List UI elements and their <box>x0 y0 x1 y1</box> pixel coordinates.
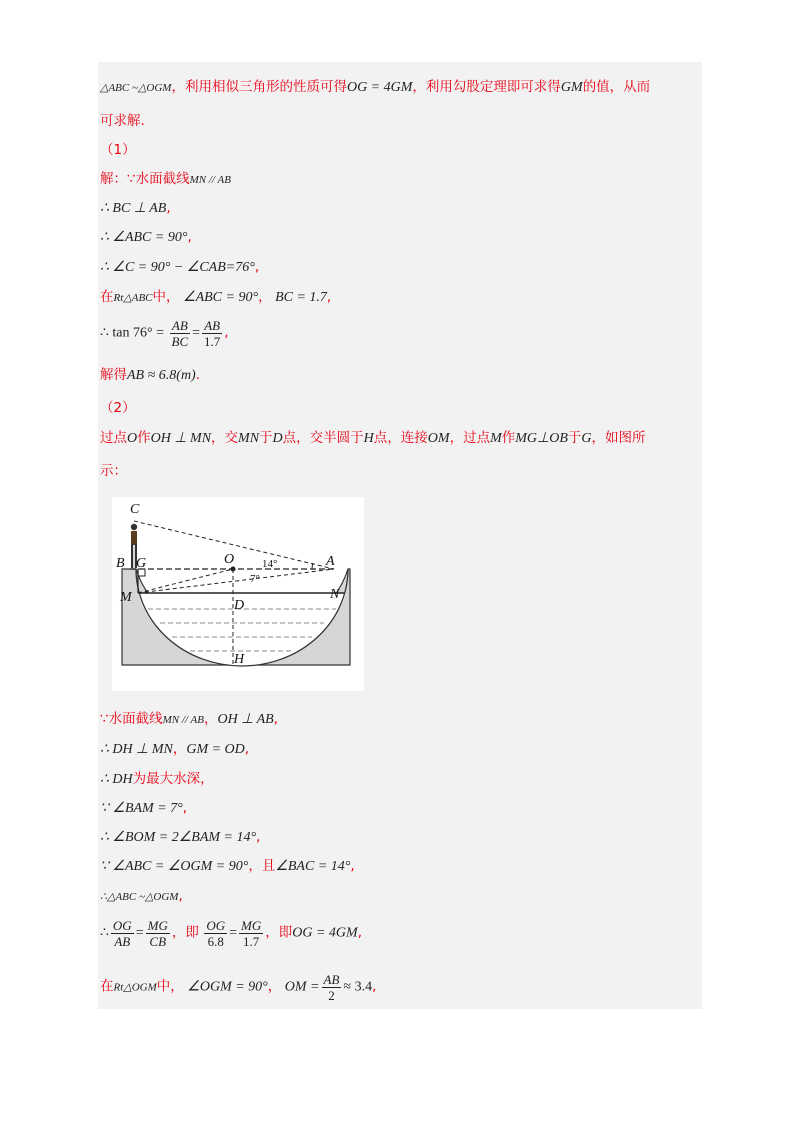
math: M <box>490 431 502 446</box>
line-13: ∴ DH ⊥ MN，GM = OD, <box>100 741 250 757</box>
line-6: ∴ ∠C = 90° − ∠CAB=76°, <box>100 259 260 275</box>
numerator: MG <box>241 918 262 933</box>
math: GM = OD <box>186 742 245 757</box>
line-19: ∴ $\frac{OG}{AB}$ = $\frac{MG}{CB}$ ，即 $\frac{OG}{6.8}$ = $\frac{MG}{1.7}$ ，即OG = 4GM, <box>100 918 362 949</box>
numerator: OG <box>112 918 132 933</box>
segment-MA <box>138 569 334 593</box>
text: ，交 <box>211 430 239 446</box>
text: ，过点 <box>449 430 491 446</box>
line-2 <box>100 111 145 132</box>
text: 即 <box>185 924 199 941</box>
label-angle-14: 14° <box>262 558 278 570</box>
math: OG = 4GM <box>292 925 358 941</box>
label-B: B <box>116 556 125 571</box>
label-angle-7: 7° <box>250 573 260 585</box>
text: 示： <box>100 463 127 479</box>
math: ∵ ∠ABC = ∠OGM = 90° <box>100 859 249 874</box>
math: ∴△ABC ~△OGM <box>100 891 179 903</box>
math: ∴ BC ⊥ AB <box>100 201 167 216</box>
text: 的值，从而 <box>582 79 651 95</box>
text: （1） <box>100 142 136 158</box>
math: AB ≈ 6.8(m) <box>127 368 196 383</box>
text: 中， <box>156 978 184 995</box>
denominator: 6.8 <box>207 934 224 949</box>
line-20: 在Rt△OGM中， ∠OGM = 90°， OM = $\frac{AB}{2}$ ≈ 3.4, <box>100 972 377 1003</box>
math: D <box>272 431 283 446</box>
math: H <box>363 431 374 446</box>
label-O: O <box>224 552 235 567</box>
text: 作 <box>137 430 151 446</box>
text: ，如图所 <box>591 430 646 446</box>
equals: = <box>135 925 144 941</box>
math: BC = 1.7 <box>275 290 327 305</box>
text: 点，交半圆于 <box>282 430 364 446</box>
text: ∵水面截线 <box>100 711 163 727</box>
math: OG = 4GM <box>346 80 413 95</box>
label-D: D <box>234 598 245 613</box>
text: 于 <box>567 430 582 446</box>
line-9: 解得AB ≈ 6.8(m). <box>100 367 201 383</box>
label-H: H <box>234 652 245 667</box>
label-A: A <box>326 554 335 569</box>
denominator: 1.7 <box>204 334 221 349</box>
numerator: AB <box>170 318 191 334</box>
text: 解：∵水面截线 <box>100 171 190 187</box>
line-18: ∴△ABC ~△OGM, <box>100 888 183 904</box>
line-17: ∵ ∠ABC = ∠OGM = 90°，且∠BAC = 14°, <box>100 858 355 874</box>
math: ∴ <box>100 925 109 941</box>
line-12: ∵水面截线MN // AB，OH ⊥ AB, <box>100 711 279 727</box>
math: Rt△OGM <box>113 981 157 994</box>
numerator: AB <box>202 318 222 334</box>
line-5: ∴ ∠ABC = 90°, <box>100 229 192 245</box>
text: 点，连接 <box>373 430 428 446</box>
similar-triangles: △ABC ~△OGM <box>100 82 172 94</box>
math: ∴ ∠BOM = 2∠BAM = 14° <box>100 830 257 845</box>
denominator: BC <box>171 334 189 349</box>
math: ∴ ∠C = 90° − ∠CAB=76° <box>100 260 255 275</box>
text: 作 <box>501 430 516 446</box>
text: 过点 <box>100 430 127 446</box>
numerator: MG <box>147 918 168 933</box>
line-7: 在Rt△ABC中， ∠ABC = 90°， BC = 1.7, <box>100 289 332 305</box>
text: （2） <box>100 400 136 416</box>
text: 且 <box>261 858 276 874</box>
math: MN // AB <box>162 714 204 726</box>
math: ∠ABC = 90° <box>183 290 259 305</box>
math: O <box>127 431 138 446</box>
label-M: M <box>120 590 132 605</box>
text: 在 <box>100 978 114 995</box>
fraction <box>204 918 227 949</box>
label-C: C <box>130 502 140 517</box>
math: MG⊥OB <box>515 431 568 446</box>
part-1-heading <box>100 140 136 161</box>
line-14 <box>100 769 214 790</box>
math: MN // AB <box>189 174 231 186</box>
point-O <box>231 567 236 572</box>
math: ∠BAC = 14° <box>275 859 351 874</box>
line-15: ∵ ∠BAM = 7°, <box>100 800 188 816</box>
text: ，利用相似三角形的性质可得 <box>171 79 347 95</box>
denominator: AB <box>114 934 131 949</box>
line-4: ∴ BC ⊥ AB, <box>100 200 171 216</box>
math: OH ⊥ AB <box>217 712 274 727</box>
part-2-heading <box>100 398 136 419</box>
numerator: AB <box>323 972 340 987</box>
math: OH ⊥ MN <box>150 431 212 446</box>
math: MN <box>238 431 260 446</box>
math: OM = <box>284 979 320 995</box>
math: ∴ DH ⊥ MN <box>100 742 173 757</box>
math: OM <box>427 431 450 446</box>
text: 在 <box>100 289 114 305</box>
math: Rt△ABC <box>113 292 153 304</box>
text: 为最大水深， <box>132 771 214 787</box>
text: 可求解. <box>100 113 145 129</box>
line-10 <box>100 428 646 449</box>
semicircle-diagram <box>112 497 364 691</box>
math: GM <box>560 80 583 95</box>
denominator: 2 <box>328 988 335 1003</box>
text: 于 <box>259 430 273 446</box>
label-N: N <box>330 587 340 602</box>
text: ，利用勾股定理即可求得 <box>412 79 561 95</box>
math: ∴ DH <box>100 772 133 787</box>
line-16: ∴ ∠BOM = 2∠BAM = 14°, <box>100 829 261 845</box>
line-1 <box>100 77 650 98</box>
geometry-figure <box>112 497 364 691</box>
numerator: OG <box>206 918 226 933</box>
math: ∵ ∠BAM = 7° <box>100 801 183 816</box>
line-11 <box>100 461 127 482</box>
fraction <box>322 972 342 1003</box>
math: ∴ tan 76° = <box>100 325 165 341</box>
text: 即 <box>278 924 293 941</box>
text: 解得 <box>100 367 127 383</box>
fraction <box>146 918 170 949</box>
fraction <box>170 318 191 349</box>
text: 中， <box>152 289 180 305</box>
line-8: ∴ tan 76° = $\frac{AB}{BC}$ = $\frac{AB}{1.7}$ , <box>100 318 229 349</box>
label-G: G <box>136 556 147 571</box>
segment-MO <box>138 569 233 593</box>
fraction <box>239 918 263 949</box>
line-3 <box>100 169 231 190</box>
fraction <box>111 918 134 949</box>
fraction <box>202 318 222 349</box>
denominator: 1.7 <box>243 934 260 949</box>
math: ∴ ∠ABC = 90° <box>100 230 188 245</box>
math: G <box>581 431 592 446</box>
math: ≈ 3.4 <box>343 979 373 995</box>
denominator: CB <box>149 934 167 949</box>
math: ∠OGM = 90° <box>187 979 268 995</box>
